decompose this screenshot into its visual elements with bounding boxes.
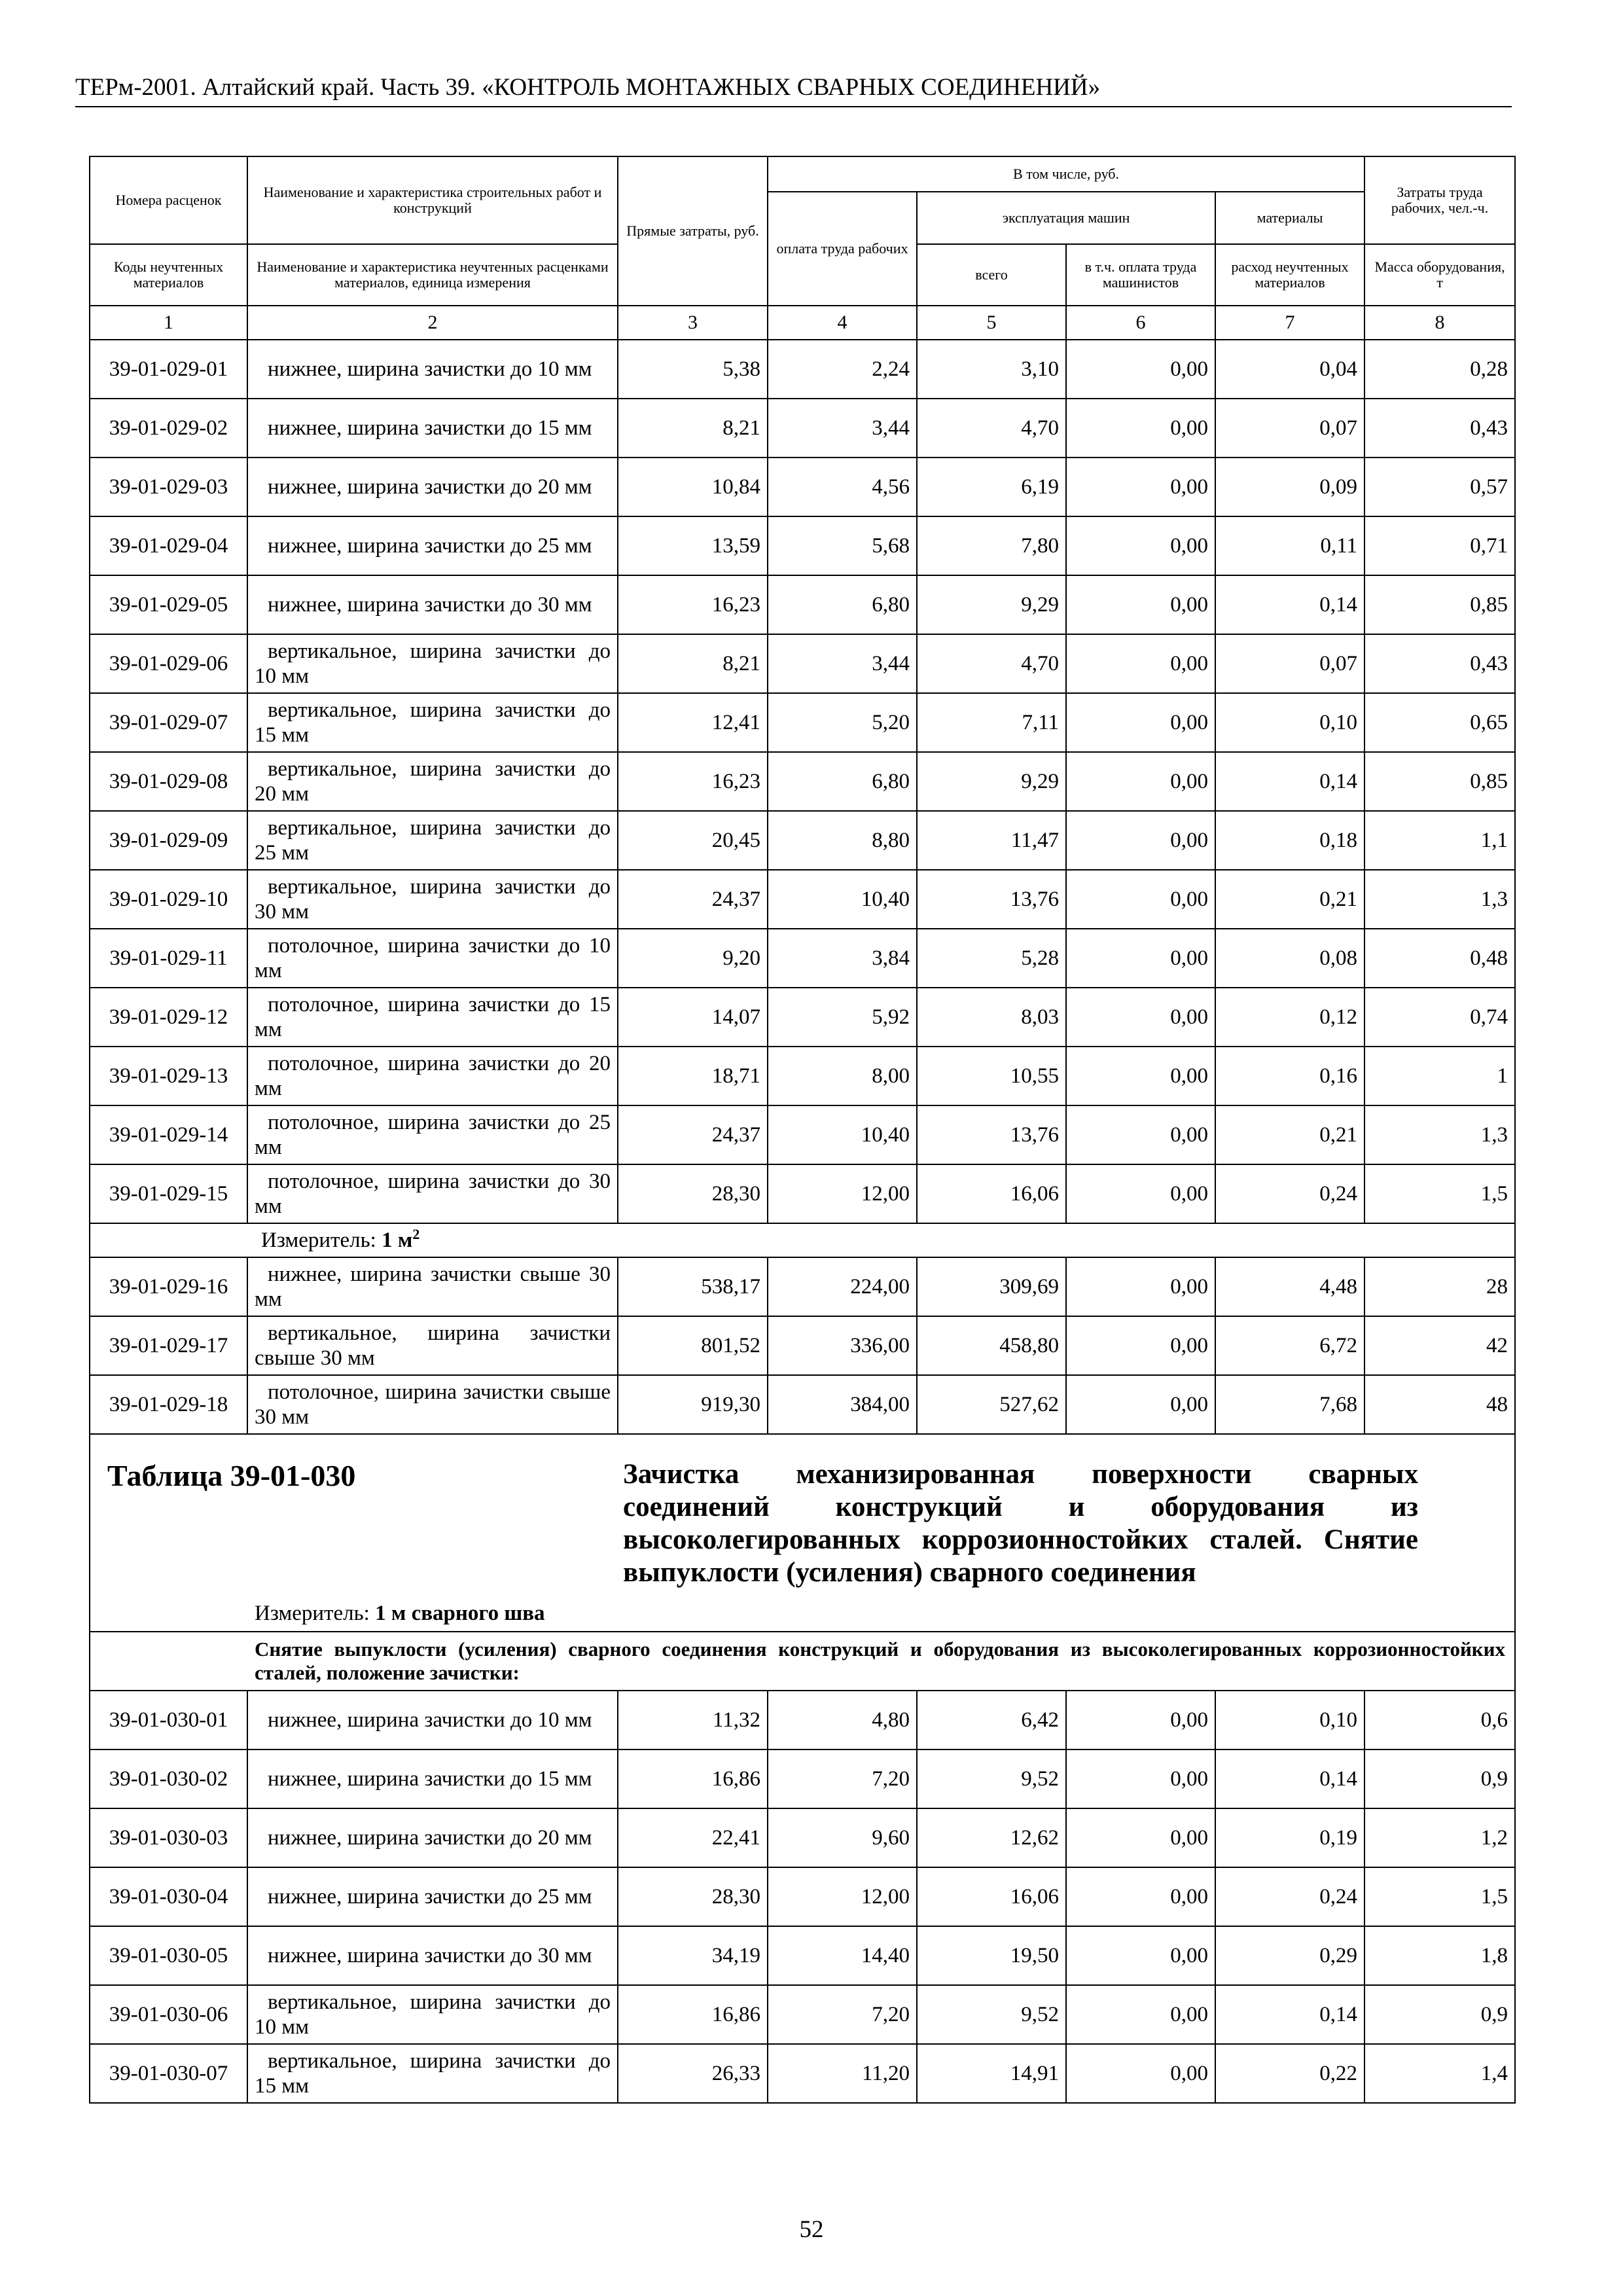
driver-pay-value: 0,00 (1066, 516, 1215, 575)
driver-pay-value: 0,00 (1066, 1316, 1215, 1375)
page-header: ТЕРм-2001. Алтайский край. Часть 39. «КОНТРОЛЬ МОНТАЖНЫХ СВАРНЫХ СОЕДИНЕНИЙ» (75, 73, 1512, 107)
machine-total-value: 458,80 (917, 1316, 1066, 1375)
rate-code: 39-01-029-03 (90, 457, 247, 516)
machine-total-value: 13,76 (917, 870, 1066, 929)
materials-value: 0,21 (1215, 1105, 1364, 1164)
direct-costs-value: 919,30 (618, 1375, 768, 1434)
table-row (90, 1316, 1515, 1375)
materials-value: 6,72 (1215, 1316, 1364, 1375)
worker-pay-value: 5,68 (768, 516, 917, 575)
work-description: вертикальное, ширина зачистки до 10 мм (247, 634, 618, 693)
rate-code: 39-01-030-07 (90, 2044, 247, 2103)
worker-pay-value: 10,40 (768, 870, 917, 929)
table-row (90, 516, 1515, 575)
table-measure-label: Измеритель: (255, 1602, 370, 1625)
work-description: нижнее, ширина зачистки до 30 мм (247, 1926, 618, 1985)
worker-pay-value: 224,00 (768, 1257, 917, 1316)
driver-pay-value: 0,00 (1066, 988, 1215, 1047)
driver-pay-value: 0,00 (1066, 457, 1215, 516)
machine-total-value: 11,47 (917, 811, 1066, 870)
materials-value: 0,24 (1215, 1164, 1364, 1223)
driver-pay-value: 0,00 (1066, 929, 1215, 988)
labor-cost-value: 0,43 (1364, 634, 1515, 693)
work-description: нижнее, ширина зачистки до 25 мм (247, 516, 618, 575)
worker-pay-value: 3,44 (768, 399, 917, 457)
hdr-machine-operation: эксплуатация машин (917, 192, 1215, 244)
rate-code: 39-01-029-08 (90, 752, 247, 811)
materials-value: 0,14 (1215, 575, 1364, 634)
rate-code: 39-01-029-07 (90, 693, 247, 752)
col-number: 8 (1364, 306, 1515, 340)
hdr-rate-numbers: Номера расценок (90, 156, 247, 244)
driver-pay-value: 0,00 (1066, 1926, 1215, 1985)
hdr-equipment-mass: Масса оборудования, т (1364, 244, 1515, 306)
hdr-work-name: Наименование и характеристика строительных работ и конструкций (247, 156, 618, 244)
work-description: потолочное, ширина зачистки до 25 мм (247, 1105, 618, 1164)
driver-pay-value: 0,00 (1066, 1985, 1215, 2044)
work-description: вертикальное, ширина зачистки до 25 мм (247, 811, 618, 870)
machine-total-value: 9,52 (917, 1749, 1066, 1808)
rate-code: 39-01-029-04 (90, 516, 247, 575)
direct-costs-value: 22,41 (618, 1808, 768, 1867)
labor-cost-value: 28 (1364, 1257, 1515, 1316)
direct-costs-value: 11,32 (618, 1691, 768, 1749)
rates-table (89, 156, 1516, 2104)
table-row (90, 1375, 1515, 1434)
materials-value: 0,14 (1215, 1985, 1364, 2044)
rate-code: 39-01-029-02 (90, 399, 247, 457)
labor-cost-value: 1,3 (1364, 1105, 1515, 1164)
driver-pay-value: 0,00 (1066, 752, 1215, 811)
rate-code: 39-01-030-04 (90, 1867, 247, 1926)
worker-pay-value: 9,60 (768, 1808, 917, 1867)
worker-pay-value: 7,20 (768, 1985, 917, 2044)
worker-pay-value: 6,80 (768, 575, 917, 634)
worker-pay-value: 6,80 (768, 752, 917, 811)
column-number-row (90, 306, 1515, 340)
table-row (90, 1691, 1515, 1749)
driver-pay-value: 0,00 (1066, 634, 1215, 693)
worker-pay-value: 7,20 (768, 1749, 917, 1808)
worker-pay-value: 5,20 (768, 693, 917, 752)
work-description: вертикальное, ширина зачистки до 20 мм (247, 752, 618, 811)
table-row (90, 1749, 1515, 1808)
driver-pay-value: 0,00 (1066, 1105, 1215, 1164)
rate-code: 39-01-029-11 (90, 929, 247, 988)
materials-value: 0,14 (1215, 1749, 1364, 1808)
rate-code: 39-01-029-15 (90, 1164, 247, 1223)
driver-pay-value: 0,00 (1066, 811, 1215, 870)
rate-code: 39-01-029-16 (90, 1257, 247, 1316)
materials-value: 0,16 (1215, 1047, 1364, 1105)
machine-total-value: 527,62 (917, 1375, 1066, 1434)
work-description: потолочное, ширина зачистки до 15 мм (247, 988, 618, 1047)
direct-costs-value: 28,30 (618, 1164, 768, 1223)
driver-pay-value: 0,00 (1066, 340, 1215, 399)
measure-row (90, 1223, 1515, 1257)
machine-total-value: 7,80 (917, 516, 1066, 575)
direct-costs-value: 801,52 (618, 1316, 768, 1375)
rate-code: 39-01-029-09 (90, 811, 247, 870)
worker-pay-value: 5,92 (768, 988, 917, 1047)
direct-costs-value: 18,71 (618, 1047, 768, 1105)
work-description: нижнее, ширина зачистки свыше 30 мм (247, 1257, 618, 1316)
table-title: Зачистка механизированная поверхности сварных соединений конструкций и оборудования из высоколегированных коррозионностойких сталей. Снятие выпуклости (усиления) сварного соединения (623, 1459, 1418, 1588)
materials-value: 0,18 (1215, 811, 1364, 870)
table-row (90, 870, 1515, 929)
driver-pay-value: 0,00 (1066, 2044, 1215, 2103)
rate-code: 39-01-030-02 (90, 1749, 247, 1808)
machine-total-value: 6,42 (917, 1691, 1066, 1749)
direct-costs-value: 10,84 (618, 457, 768, 516)
col-number: 1 (90, 306, 247, 340)
direct-costs-value: 24,37 (618, 870, 768, 929)
machine-total-value: 4,70 (917, 634, 1066, 693)
rate-code: 39-01-029-14 (90, 1105, 247, 1164)
table-row (90, 575, 1515, 634)
rows-group-029-b (90, 1257, 1515, 1434)
table-measure (255, 1602, 545, 1626)
direct-costs-value: 8,21 (618, 399, 768, 457)
driver-pay-value: 0,00 (1066, 1047, 1215, 1105)
work-description: потолочное, ширина зачистки до 30 мм (247, 1164, 618, 1223)
table-row (90, 1257, 1515, 1316)
hdr-total: всего (917, 244, 1066, 306)
work-description: нижнее, ширина зачистки до 10 мм (247, 340, 618, 399)
direct-costs-value: 16,23 (618, 575, 768, 634)
table-row (90, 1808, 1515, 1867)
materials-value: 0,10 (1215, 1691, 1364, 1749)
labor-cost-value: 0,6 (1364, 1691, 1515, 1749)
hdr-material-codes: Коды неучтенных материалов (90, 244, 247, 306)
table-row (90, 1105, 1515, 1164)
work-description: нижнее, ширина зачистки до 20 мм (247, 1808, 618, 1867)
rate-code: 39-01-030-03 (90, 1808, 247, 1867)
labor-cost-value: 1,5 (1364, 1867, 1515, 1926)
table-row (90, 634, 1515, 693)
hdr-including: В том числе, руб. (768, 156, 1364, 192)
driver-pay-value: 0,00 (1066, 1808, 1215, 1867)
work-description: потолочное, ширина зачистки до 10 мм (247, 929, 618, 988)
worker-pay-value: 10,40 (768, 1105, 917, 1164)
work-description: потолочное, ширина зачистки до 20 мм (247, 1047, 618, 1105)
materials-value: 0,21 (1215, 870, 1364, 929)
section-heading-row (90, 1632, 1515, 1691)
table-row (90, 1926, 1515, 1985)
driver-pay-value: 0,00 (1066, 1375, 1215, 1434)
labor-cost-value: 0,65 (1364, 693, 1515, 752)
labor-cost-value: 1,4 (1364, 2044, 1515, 2103)
table-030-heading-row (90, 1434, 1515, 1632)
table-row (90, 2044, 1515, 2103)
measure-label: Измеритель: (261, 1228, 376, 1252)
labor-cost-value: 1,8 (1364, 1926, 1515, 1985)
worker-pay-value: 12,00 (768, 1164, 917, 1223)
work-description: нижнее, ширина зачистки до 30 мм (247, 575, 618, 634)
hdr-driver-pay: в т.ч. оплата труда машинистов (1066, 244, 1215, 306)
machine-total-value: 12,62 (917, 1808, 1066, 1867)
machine-total-value: 5,28 (917, 929, 1066, 988)
machine-total-value: 8,03 (917, 988, 1066, 1047)
table-row (90, 988, 1515, 1047)
materials-value: 7,68 (1215, 1375, 1364, 1434)
worker-pay-value: 3,84 (768, 929, 917, 988)
direct-costs-value: 16,86 (618, 1749, 768, 1808)
labor-cost-value: 0,9 (1364, 1749, 1515, 1808)
materials-value: 0,07 (1215, 399, 1364, 457)
materials-value: 0,19 (1215, 1808, 1364, 1867)
labor-cost-value: 0,85 (1364, 752, 1515, 811)
direct-costs-value: 16,23 (618, 752, 768, 811)
hdr-unaccounted-materials: расход неучтенных материалов (1215, 244, 1364, 306)
hdr-worker-pay: оплата труда рабочих (768, 192, 917, 306)
driver-pay-value: 0,00 (1066, 1691, 1215, 1749)
direct-costs-value: 28,30 (618, 1867, 768, 1926)
materials-value: 0,29 (1215, 1926, 1364, 1985)
direct-costs-value: 34,19 (618, 1926, 768, 1985)
hdr-direct-costs: Прямые затраты, руб. (618, 156, 768, 306)
driver-pay-value: 0,00 (1066, 1749, 1215, 1808)
driver-pay-value: 0,00 (1066, 870, 1215, 929)
rate-code: 39-01-029-01 (90, 340, 247, 399)
work-description: вертикальное, ширина зачистки до 10 мм (247, 1985, 618, 2044)
labor-cost-value: 0,85 (1364, 575, 1515, 634)
work-description: вертикальное, ширина зачистки до 30 мм (247, 870, 618, 929)
materials-value: 0,14 (1215, 752, 1364, 811)
table-row (90, 340, 1515, 399)
labor-cost-value: 0,71 (1364, 516, 1515, 575)
worker-pay-value: 2,24 (768, 340, 917, 399)
col-number: 7 (1215, 306, 1364, 340)
direct-costs-value: 12,41 (618, 693, 768, 752)
driver-pay-value: 0,00 (1066, 575, 1215, 634)
direct-costs-value: 538,17 (618, 1257, 768, 1316)
hdr-materials: материалы (1215, 192, 1364, 244)
materials-value: 0,09 (1215, 457, 1364, 516)
direct-costs-value: 14,07 (618, 988, 768, 1047)
table-row (90, 1867, 1515, 1926)
work-description: потолочное, ширина зачистки свыше 30 мм (247, 1375, 618, 1434)
machine-total-value: 9,29 (917, 752, 1066, 811)
table-row (90, 1164, 1515, 1223)
materials-value: 0,24 (1215, 1867, 1364, 1926)
machine-total-value: 19,50 (917, 1926, 1066, 1985)
rate-code: 39-01-029-18 (90, 1375, 247, 1434)
machine-total-value: 6,19 (917, 457, 1066, 516)
direct-costs-value: 16,86 (618, 1985, 768, 2044)
work-description: вертикальное, ширина зачистки свыше 30 мм (247, 1316, 618, 1375)
work-description: нижнее, ширина зачистки до 20 мм (247, 457, 618, 516)
machine-total-value: 9,52 (917, 1985, 1066, 2044)
machine-total-value: 16,06 (917, 1867, 1066, 1926)
labor-cost-value: 48 (1364, 1375, 1515, 1434)
direct-costs-value: 20,45 (618, 811, 768, 870)
machine-total-value: 14,91 (917, 2044, 1066, 2103)
machine-total-value: 4,70 (917, 399, 1066, 457)
driver-pay-value: 0,00 (1066, 1257, 1215, 1316)
direct-costs-value: 26,33 (618, 2044, 768, 2103)
worker-pay-value: 384,00 (768, 1375, 917, 1434)
col-number: 2 (247, 306, 618, 340)
measure-value: 1 м (382, 1228, 413, 1252)
hdr-labor-cost: Затраты труда рабочих, чел.-ч. (1364, 156, 1515, 244)
worker-pay-value: 8,80 (768, 811, 917, 870)
labor-cost-value: 0,74 (1364, 988, 1515, 1047)
driver-pay-value: 0,00 (1066, 399, 1215, 457)
table-number: Таблица 39-01-030 (107, 1459, 356, 1492)
work-description: нижнее, ширина зачистки до 15 мм (247, 1749, 618, 1808)
worker-pay-value: 4,56 (768, 457, 917, 516)
table-measure-value: 1 м сварного шва (375, 1602, 545, 1625)
machine-total-value: 3,10 (917, 340, 1066, 399)
labor-cost-value: 1,2 (1364, 1808, 1515, 1867)
section-heading: Снятие выпуклости (усиления) сварного соединения конструкций и оборудования из высоколегированных коррозионностойких сталей, положение зачистки: (90, 1632, 1515, 1691)
hdr-material-names: Наименование и характеристика неучтенных расценками материалов, единица измерения (247, 244, 618, 306)
work-description: нижнее, ширина зачистки до 25 мм (247, 1867, 618, 1926)
col-number: 6 (1066, 306, 1215, 340)
worker-pay-value: 14,40 (768, 1926, 917, 1985)
work-description: нижнее, ширина зачистки до 15 мм (247, 399, 618, 457)
col-number: 5 (917, 306, 1066, 340)
work-description: вертикальное, ширина зачистки до 15 мм (247, 2044, 618, 2103)
rate-code: 39-01-029-12 (90, 988, 247, 1047)
materials-value: 0,04 (1215, 340, 1364, 399)
labor-cost-value: 1,1 (1364, 811, 1515, 870)
machine-total-value: 9,29 (917, 575, 1066, 634)
labor-cost-value: 1,5 (1364, 1164, 1515, 1223)
table-row (90, 752, 1515, 811)
rate-code: 39-01-029-13 (90, 1047, 247, 1105)
rate-code: 39-01-030-05 (90, 1926, 247, 1985)
worker-pay-value: 11,20 (768, 2044, 917, 2103)
materials-value: 0,08 (1215, 929, 1364, 988)
rate-code: 39-01-030-01 (90, 1691, 247, 1749)
materials-value: 0,10 (1215, 693, 1364, 752)
page-number: 52 (799, 2216, 824, 2243)
worker-pay-value: 4,80 (768, 1691, 917, 1749)
direct-costs-value: 5,38 (618, 340, 768, 399)
col-number: 3 (618, 306, 768, 340)
measure-superscript: 2 (412, 1225, 420, 1242)
rows-group-030 (90, 1691, 1515, 2103)
labor-cost-value: 1,3 (1364, 870, 1515, 929)
driver-pay-value: 0,00 (1066, 1867, 1215, 1926)
table-row (90, 1047, 1515, 1105)
labor-cost-value: 42 (1364, 1316, 1515, 1375)
table-row (90, 811, 1515, 870)
driver-pay-value: 0,00 (1066, 1164, 1215, 1223)
machine-total-value: 7,11 (917, 693, 1066, 752)
direct-costs-value: 9,20 (618, 929, 768, 988)
materials-value: 0,07 (1215, 634, 1364, 693)
materials-value: 0,12 (1215, 988, 1364, 1047)
machine-total-value: 309,69 (917, 1257, 1066, 1316)
worker-pay-value: 3,44 (768, 634, 917, 693)
work-description: вертикальное, ширина зачистки до 15 мм (247, 693, 618, 752)
rate-code: 39-01-030-06 (90, 1985, 247, 2044)
rate-code: 39-01-029-17 (90, 1316, 247, 1375)
table-row (90, 457, 1515, 516)
materials-value: 0,11 (1215, 516, 1364, 575)
labor-cost-value: 0,9 (1364, 1985, 1515, 2044)
machine-total-value: 16,06 (917, 1164, 1066, 1223)
labor-cost-value: 0,28 (1364, 340, 1515, 399)
rate-code: 39-01-029-05 (90, 575, 247, 634)
worker-pay-value: 336,00 (768, 1316, 917, 1375)
materials-value: 0,22 (1215, 2044, 1364, 2103)
col-number: 4 (768, 306, 917, 340)
labor-cost-value: 0,48 (1364, 929, 1515, 988)
table-row (90, 399, 1515, 457)
rate-code: 39-01-029-10 (90, 870, 247, 929)
work-description: нижнее, ширина зачистки до 10 мм (247, 1691, 618, 1749)
worker-pay-value: 8,00 (768, 1047, 917, 1105)
table-row (90, 693, 1515, 752)
labor-cost-value: 0,43 (1364, 399, 1515, 457)
direct-costs-value: 24,37 (618, 1105, 768, 1164)
direct-costs-value: 13,59 (618, 516, 768, 575)
direct-costs-value: 8,21 (618, 634, 768, 693)
labor-cost-value: 1 (1364, 1047, 1515, 1105)
worker-pay-value: 12,00 (768, 1867, 917, 1926)
rate-code: 39-01-029-06 (90, 634, 247, 693)
table-row (90, 1985, 1515, 2044)
machine-total-value: 10,55 (917, 1047, 1066, 1105)
rows-group-029-a (90, 340, 1515, 1223)
labor-cost-value: 0,57 (1364, 457, 1515, 516)
materials-value: 4,48 (1215, 1257, 1364, 1316)
table-row (90, 929, 1515, 988)
machine-total-value: 13,76 (917, 1105, 1066, 1164)
driver-pay-value: 0,00 (1066, 693, 1215, 752)
